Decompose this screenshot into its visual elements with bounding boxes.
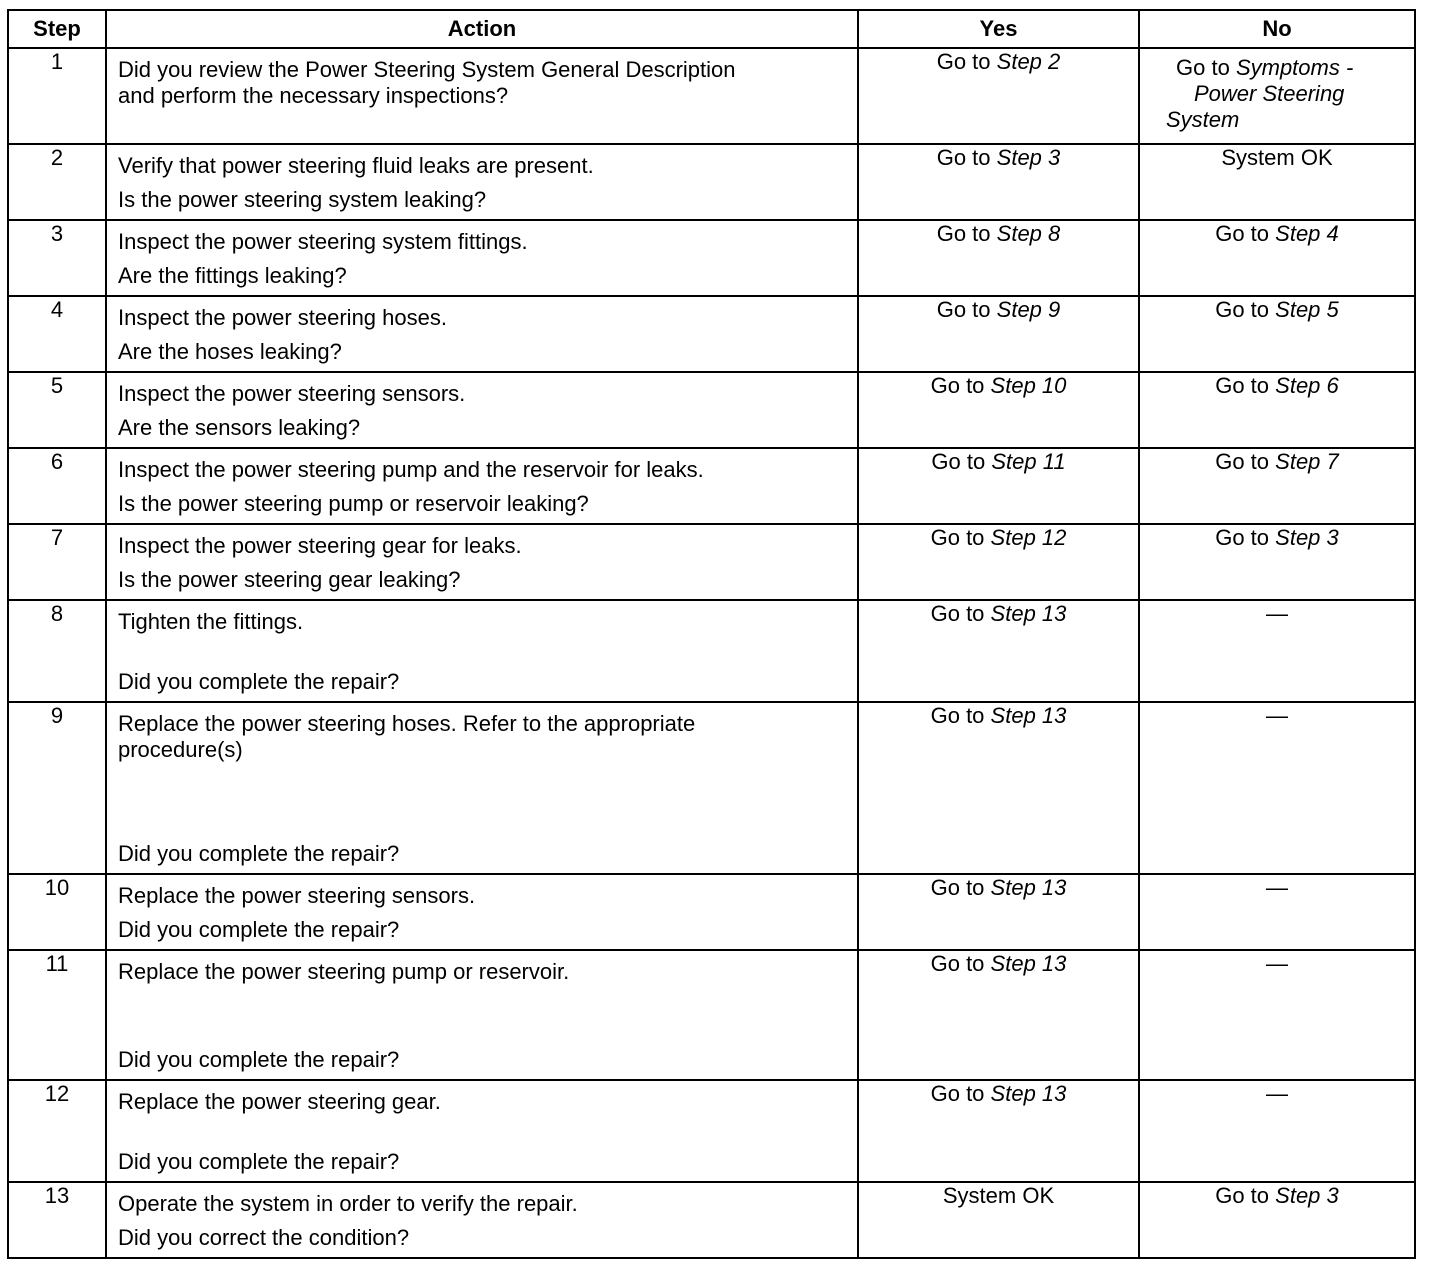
no-step-link[interactable]: Step 3: [1275, 1183, 1339, 1208]
action-text: Operate the system in order to verify the repair.: [118, 1191, 578, 1216]
table-row: [8, 144, 1415, 220]
step-number: 7: [8, 524, 106, 600]
yes-cell: [858, 950, 1139, 1080]
no-cell: [1139, 220, 1415, 296]
step-number: 5: [8, 372, 106, 448]
yes-step-link[interactable]: Step 13: [990, 703, 1067, 728]
yes-step-link[interactable]: Step 13: [990, 875, 1067, 900]
action-text: Inspect the power steering gear for leaks.: [118, 533, 522, 558]
yes-step-link[interactable]: Step 13: [990, 1081, 1067, 1106]
no-symptoms-link[interactable]: Symptoms -: [1235, 55, 1354, 80]
no-cell-empty: —: [1139, 702, 1415, 874]
action-text-continued: procedure(s): [118, 737, 243, 762]
step-number: 1: [8, 48, 106, 144]
yes-cell: [858, 1080, 1139, 1182]
yes-step-link[interactable]: Step 3: [996, 145, 1061, 170]
no-prefix: Go to: [1215, 221, 1270, 246]
yes-prefix: Go to: [936, 221, 991, 246]
no-prefix: Go to: [1215, 449, 1270, 474]
yes-prefix: Go to: [930, 875, 985, 900]
table-row: [8, 296, 1415, 372]
yes-prefix: Go to: [936, 145, 991, 170]
no-symptoms-link-line2[interactable]: Power Steering: [1194, 81, 1345, 106]
action-text: Replace the power steering sensors.: [118, 883, 476, 908]
no-cell-empty: —: [1139, 1080, 1415, 1182]
action-text: Inspect the power steering system fittings.: [118, 229, 528, 254]
yes-step-link[interactable]: Step 13: [990, 951, 1067, 976]
action-text: Replace the power steering gear.: [118, 1089, 441, 1114]
step-number: 11: [8, 950, 106, 1080]
no-step-link[interactable]: Step 7: [1275, 449, 1339, 474]
no-prefix: Go to: [1215, 373, 1270, 398]
action-question: Are the hoses leaking?: [118, 339, 342, 364]
header-step: Step: [8, 10, 106, 48]
table-header-row: [8, 10, 1415, 48]
action-question: Did you complete the repair?: [118, 917, 400, 942]
action-question: Is the power steering system leaking?: [118, 187, 487, 212]
no-step-link[interactable]: Step 4: [1275, 221, 1339, 246]
table-row: [8, 220, 1415, 296]
yes-prefix: Go to: [930, 525, 985, 550]
action-cell: [106, 600, 858, 702]
no-step-link[interactable]: Step 6: [1275, 373, 1339, 398]
step-number: 9: [8, 702, 106, 874]
no-prefix: Go to: [1215, 525, 1270, 550]
table-row: [8, 874, 1415, 950]
step-number: 10: [8, 874, 106, 950]
header-no: No: [1139, 10, 1415, 48]
table-row: [8, 48, 1415, 144]
yes-prefix: Go to: [936, 297, 991, 322]
no-cell: [1139, 448, 1415, 524]
yes-step-link[interactable]: Step 2: [996, 49, 1061, 74]
action-text: Tighten the fittings.: [118, 609, 304, 634]
action-question: Did you complete the repair?: [118, 841, 400, 866]
action-question: Did you complete the repair?: [118, 669, 400, 694]
yes-prefix: Go to: [931, 449, 986, 474]
yes-cell: [858, 702, 1139, 874]
action-cell: [106, 1182, 858, 1258]
no-step-link[interactable]: Step 5: [1275, 297, 1339, 322]
no-cell: [1139, 1182, 1415, 1258]
yes-step-link[interactable]: Step 12: [990, 525, 1067, 550]
step-number: 4: [8, 296, 106, 372]
action-cell: [106, 950, 858, 1080]
yes-step-link[interactable]: Step 9: [996, 297, 1061, 322]
action-text: Verify that power steering fluid leaks are present.: [118, 153, 594, 178]
table-row: [8, 1080, 1415, 1182]
yes-step-link[interactable]: Step 10: [990, 373, 1067, 398]
no-cell: System OK: [1139, 144, 1415, 220]
table-row: [8, 448, 1415, 524]
action-text: Inspect the power steering pump and the reservoir for leaks.: [118, 457, 704, 482]
step-number: 6: [8, 448, 106, 524]
yes-cell: System OK: [858, 1182, 1139, 1258]
action-cell: [106, 448, 858, 524]
yes-cell: [858, 874, 1139, 950]
no-symptoms-link-line3[interactable]: System: [1166, 107, 1240, 132]
action-cell: [106, 220, 858, 296]
action-cell: [106, 874, 858, 950]
table-row: [8, 950, 1415, 1080]
yes-prefix: Go to: [930, 1081, 985, 1106]
diagnostic-table: [7, 9, 1416, 1259]
action-cell: [106, 372, 858, 448]
step-number: 13: [8, 1182, 106, 1258]
no-cell: [1139, 524, 1415, 600]
yes-cell: [858, 600, 1139, 702]
action-text: Replace the power steering pump or reservoir.: [118, 959, 570, 984]
yes-cell: [858, 524, 1139, 600]
yes-cell: [858, 448, 1139, 524]
table-row: [8, 600, 1415, 702]
action-question: Are the sensors leaking?: [118, 415, 361, 440]
yes-prefix: Go to: [930, 703, 985, 728]
step-number: 8: [8, 600, 106, 702]
header-action: Action: [106, 10, 858, 48]
step-number: 3: [8, 220, 106, 296]
yes-prefix: Go to: [930, 601, 985, 626]
yes-cell: [858, 220, 1139, 296]
action-text: Did you review the Power Steering System General Description: [118, 57, 736, 82]
action-cell: [106, 1080, 858, 1182]
yes-prefix: Go to: [930, 373, 985, 398]
action-question: Did you complete the repair?: [118, 1149, 400, 1174]
no-cell-empty: —: [1139, 950, 1415, 1080]
action-question: Are the fittings leaking?: [118, 263, 347, 288]
action-cell: [106, 48, 858, 144]
action-cell: [106, 524, 858, 600]
action-text: Inspect the power steering sensors.: [118, 381, 466, 406]
table-row: [8, 1182, 1415, 1258]
no-prefix: Go to: [1215, 297, 1270, 322]
table-row: [8, 524, 1415, 600]
action-cell: [106, 296, 858, 372]
table-row: [8, 372, 1415, 448]
step-number: 12: [8, 1080, 106, 1182]
table-row: [8, 702, 1415, 874]
no-cell-empty: —: [1139, 600, 1415, 702]
action-question: Is the power steering gear leaking?: [118, 567, 461, 592]
action-question: and perform the necessary inspections?: [118, 83, 509, 108]
yes-prefix: Go to: [930, 951, 985, 976]
action-cell: [106, 702, 858, 874]
no-cell: [1139, 48, 1415, 144]
yes-cell: [858, 48, 1139, 144]
yes-prefix: Go to: [936, 49, 991, 74]
action-question: Did you complete the repair?: [118, 1047, 400, 1072]
step-number: 2: [8, 144, 106, 220]
no-cell: [1139, 372, 1415, 448]
yes-cell: [858, 144, 1139, 220]
no-cell-empty: —: [1139, 874, 1415, 950]
yes-cell: [858, 372, 1139, 448]
yes-step-link[interactable]: Step 13: [990, 601, 1067, 626]
yes-cell: [858, 296, 1139, 372]
action-question: Is the power steering pump or reservoir leaking?: [118, 491, 589, 516]
header-yes: Yes: [858, 10, 1139, 48]
action-question: Did you correct the condition?: [118, 1225, 410, 1250]
no-step-link[interactable]: Step 3: [1275, 525, 1339, 550]
no-prefix: Go to: [1176, 55, 1230, 80]
no-prefix: Go to: [1215, 1183, 1270, 1208]
action-text: Inspect the power steering hoses.: [118, 305, 447, 330]
yes-step-link[interactable]: Step 11: [991, 449, 1066, 474]
action-text: Replace the power steering hoses. Refer to the appropriate: [118, 711, 696, 736]
yes-step-link[interactable]: Step 8: [996, 221, 1061, 246]
action-cell: [106, 144, 858, 220]
no-cell: [1139, 296, 1415, 372]
